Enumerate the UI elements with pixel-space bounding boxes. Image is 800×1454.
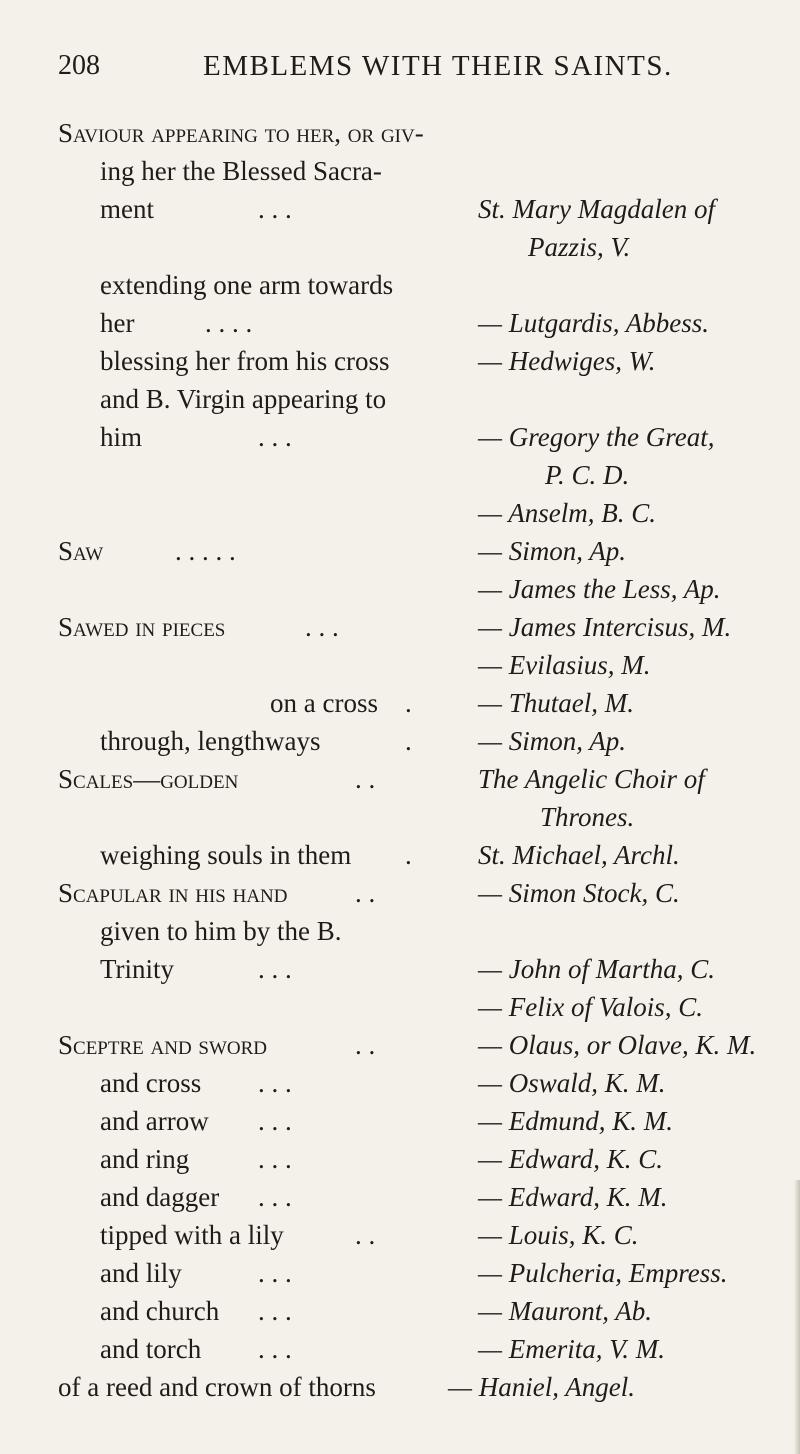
emblem-text: and cross <box>100 1068 202 1098</box>
saint-name: — Edward, K. M. <box>478 1182 668 1212</box>
saint-name: — Louis, K. C. <box>478 1220 639 1250</box>
emblem-text: and lily <box>100 1258 182 1288</box>
emblem-text: and torch <box>100 1334 202 1364</box>
leader-dots: . . . <box>258 1068 292 1098</box>
saint-name: — James Intercisus, M. <box>478 612 732 642</box>
page-header <box>58 50 758 90</box>
saint-name: — Edward, K. C. <box>478 1144 664 1174</box>
emblem-text: and church <box>100 1296 220 1326</box>
emblem-text: tipped with a lily <box>100 1220 284 1250</box>
page-number: 208 <box>58 50 100 81</box>
saint-name: P. C. D. <box>545 460 630 490</box>
leader-dots: . . <box>355 764 376 794</box>
saint-name: — Haniel, Angel. <box>448 1372 635 1402</box>
saint-name: — Emerita, V. M. <box>478 1334 665 1364</box>
saint-name: — Lutgardis, Abbess. <box>478 308 710 338</box>
emblem-text: her <box>100 308 135 338</box>
leader-dots: . . <box>355 1030 376 1060</box>
leader-dots: . . . <box>258 194 292 224</box>
emblem-text: Saw <box>58 536 104 566</box>
saint-name: — Hedwiges, W. <box>478 346 656 376</box>
leader-dots: . . . <box>305 612 339 642</box>
running-head: EMBLEMS WITH THEIR SAINTS. <box>203 50 673 82</box>
leader-dots: . <box>405 688 412 718</box>
emblem-text: on a cross <box>270 688 378 718</box>
emblem-text: and arrow <box>100 1106 209 1136</box>
emblem-text: and ring <box>100 1144 190 1174</box>
saint-name: — Pulcheria, Empress. <box>478 1258 728 1288</box>
saint-name: — Oswald, K. M. <box>478 1068 666 1098</box>
emblem-text: and B. Virgin appearing to <box>100 384 387 414</box>
leader-dots: . <box>405 726 412 756</box>
saint-name: — Gregory the Great, <box>478 422 715 452</box>
emblem-text: and dagger <box>100 1182 220 1212</box>
emblem-text: Scapular in his hand <box>58 878 288 908</box>
emblem-text: Saviour appearing to her, or giv- <box>58 118 424 148</box>
saint-name: St. Mary Magdalen of <box>478 194 715 224</box>
saint-name: — Anselm, B. C. <box>478 498 657 528</box>
emblem-text: of a reed and crown of thorns <box>58 1372 376 1402</box>
leader-dots: . . . <box>258 1258 292 1288</box>
emblem-text: extending one arm towards <box>100 270 394 300</box>
leader-dots: . . . <box>258 1296 292 1326</box>
leader-dots: . . . <box>258 1182 292 1212</box>
emblem-text: ment <box>100 194 154 224</box>
saint-name: — Thutael, M. <box>478 688 635 718</box>
leader-dots: . . . <box>258 1334 292 1364</box>
leader-dots: . . . <box>258 954 292 984</box>
page-edge-shadow <box>794 1180 800 1454</box>
leader-dots: . . . . <box>205 308 253 338</box>
emblem-text: given to him by the B. <box>100 916 342 946</box>
saint-name: Thrones. <box>540 802 635 832</box>
leader-dots: . . <box>355 878 376 908</box>
emblem-text: ing her the Blessed Sacra- <box>100 156 382 186</box>
saint-name: — James the Less, Ap. <box>478 574 721 604</box>
saint-name: St. Michael, Archl. <box>478 840 680 870</box>
saint-name: — Simon, Ap. <box>478 726 627 756</box>
saint-name: The Angelic Choir of <box>478 764 705 794</box>
saint-name: — Felix of Valois, C. <box>478 992 703 1022</box>
saint-name: — Mauront, Ab. <box>478 1296 653 1326</box>
leader-dots: . . . <box>258 422 292 452</box>
emblem-text: blessing her from his cross <box>100 346 390 376</box>
saint-name: — Simon Stock, C. <box>478 878 680 908</box>
saint-name: — Simon, Ap. <box>478 536 627 566</box>
emblem-text: him <box>100 422 143 452</box>
emblem-text: Trinity <box>100 954 175 984</box>
leader-dots: . <box>405 840 412 870</box>
saint-name: — John of Martha, C. <box>478 954 716 984</box>
emblem-text: through, lengthways <box>100 726 321 756</box>
saint-name: Pazzis, V. <box>528 232 631 262</box>
emblem-text: Sawed in pieces <box>58 612 226 642</box>
leader-dots: . . . <box>258 1144 292 1174</box>
saint-name: — Edmund, K. M. <box>478 1106 673 1136</box>
leader-dots: . . . <box>258 1106 292 1136</box>
saint-name: — Olaus, or Olave, K. M. <box>478 1030 757 1060</box>
emblem-text: weighing souls in them <box>100 840 352 870</box>
emblem-text: Scales—golden <box>58 764 239 794</box>
saint-name: — Evilasius, M. <box>478 650 651 680</box>
leader-dots: . . <box>355 1220 376 1250</box>
emblem-text: Sceptre and sword <box>58 1030 268 1060</box>
leader-dots: . . . . . <box>175 536 236 566</box>
